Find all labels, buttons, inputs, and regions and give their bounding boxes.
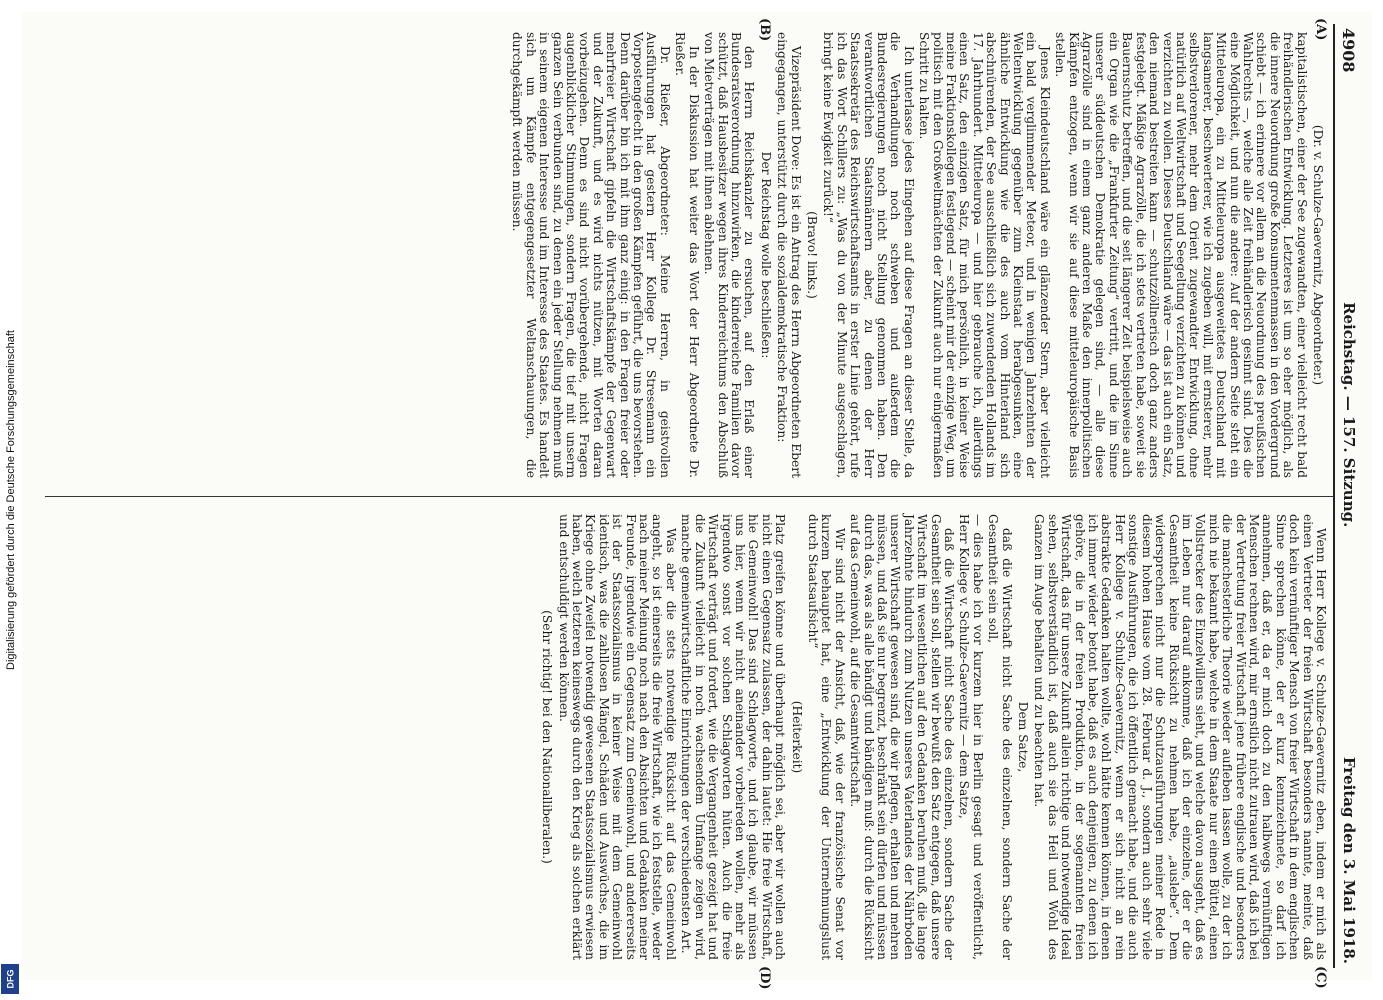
session-date: Freitag den 3. Mai 1918. — [1339, 756, 1358, 964]
paragraph: Wenn Herr Kollege v. Schulze-Gaevernitz eben, indem er mich als einen Vertreter der freien Wirtschaft besonders nannte, meinte, daß doch kein vernünftiger Mensch von freier Wirtschaft in dem englischen Sinne sprechen könne, der er kurz kennzeichnete, so darf ich annehmen, daß er, da er mich doch zu den halbwegs vernünftigen Menschen rechnen wird, mir ernstlich nicht zutrauen wird, daß ich bei der Vertretung freier Wirtschaft jene frühere englische und besonders die manchesterliche Theorie wieder aufleben lassen wolle, zu der ich mich nie bekannt habe, welche in dem Staate nur einen Büttel, einen Vollstrecker des Einzelwillens sieht, und welche davon ausgeht, daß es im Leben nur darauf ankomme, daß ich der einzelne, der er die Gesamtheit keine Rücksicht zu nehmen habe, „auslebe“. Dem widersprechen nicht nur die Schutzausführungen meiner Rede in diesem hohen Hause vom 28. Februar d. J., sondern auch sehr viele sonstige Ausführungen, die ich öffentlich gemacht habe, und die auch Herr Kollege v. Schulze-Gaevernitz, wenn er sich nicht an rein abstrakte Gedanken halten wollte, wohl hätte kennen können, in denen ich immer wieder betont habe, daß es auch denjenigen, zu denen ich gehöre, die in der freien Produktion, in der sogenannten freien Wirtschaft, das für unsere Zukunft allein richtige und notwendige Ideal sehen, selbstverständlich ist, daß auch sie das Heil und Wohl des Ganzen im Auge behalten und zu beachten hat. — [1032, 514, 1328, 960]
paragraph: Jenes Kleindeutschland wäre ein glänzender Stern, aber vielleicht ein bald verglimmender Meteor, und in wenigen Jahrzehnten der Weltentwicklung gegenüber zum Kleinstaat herabgesunken, eine ähnliche Entwicklung wie die des auch vom Hinterland sich abschnürenden, der See ausschließlich sich zuwendenden Hollands im 17. Jahrhundert. Mitteleuropa — und hier gebrauche ich, allerdings einen Satz, den einzigen Satz, für mich persönlich, in keiner Weise meine Fraktionskollegen festlegend — scheint mir der einzige Weg, um politisch mit den Großweltmächten der Zukunft auch nur einigermaßen Schritt zu halten. — [917, 32, 1052, 478]
speaker-line: (Dr. v. Schulze-Gaevernitz, Abgeordneter.) — [1311, 124, 1325, 386]
paragraph: daß die Wirtschaft nicht Sache des einzelnen, sondern Sache der Gesamtheit sein soll, stellen wir bewußt den Satz entgegen, daß unsere Wirtschaft im wesentlichen auf den Gedanken beruhen muß, die lange Jahrzehnte hindurch zum Nutzen unseres Vaterlandes der Nährboden unserer Wirtschaft gewesen sind, die wir pflegen, erhalten und mehren müssen, und daß sie nur begrenzt, beschränkt sein dürfen und müssen durch das, was als alle bändigt und bändigen muß: durch die Rücksicht auf das Gemeinwohl, auf die Gesamtwirtschaft. — [848, 514, 957, 960]
right-column — [41, 514, 1328, 990]
margin-letter-a: (A) — [1313, 18, 1328, 41]
page-number: 4908 — [1338, 28, 1358, 73]
dfg-logo-icon — [1, 964, 19, 994]
paragraph: Dem Satze, — [1016, 701, 1031, 773]
paragraph: In der Diskussion hat weiter das Wort der Herr Abgeordnete Dr. Rießer. — [673, 32, 701, 478]
margin-letter-b: (B) — [757, 18, 772, 42]
applause-note: (Heiterkeit) — [789, 700, 804, 774]
left-column — [41, 18, 1328, 478]
column-divider — [45, 496, 1333, 497]
paragraph: Vizepräsident Dove: Es ist ein Antrag des Herrn Abgeordneten Ebert eingegangen, unterstützt durch die sozialdemokratische Fraktion: — [775, 32, 803, 478]
paragraph: — dies habe ich vor kurzem hier in Berlin gesagt und veröffentlicht, Herr Kollege v. Schulze-Gaevernitz — dem Satze, — [957, 514, 985, 960]
motion-heading: Der Reichstag wolle beschließen: — [758, 151, 773, 359]
header-rule — [1333, 24, 1335, 968]
paragraph: Wir sind nicht der Ansicht, daß, wie der französische Senat vor kurzem behauptet hat, eine „Entwicklung der Unternehmungslust durch Staatsaufsicht“ — [805, 514, 847, 960]
credit-text: Digitalisierung gefördert durch die Deutsche Forschungsgemeinschaft — [5, 330, 17, 670]
margin-letter-d: (D) — [757, 966, 772, 990]
applause-note: (Sehr richtig! bei den Nationalliberalen.) — [540, 610, 555, 864]
scanned-page — [22, 12, 1372, 990]
page-content — [27, 16, 1367, 990]
paragraph: Ich unterlasse jedes Eingehen auf diese Fragen an dieser Stelle, da die Verhandlungen noch schweben und außerdem die Bundesregierungen noch nicht Stellung genommen haben. Den verantwortlichen Staatsmännern aber, zu denen der Herr Staatssekretär des Reichswirtschaftsamts in erster Linie gehört, rufe ich das Wort Schillers zu: „Was du von der Minute ausgeschlagen, bringt keine Ewigkeit zurück!“ — [821, 32, 916, 478]
paragraph: Platz greifen könne und überhaupt möglich sei, aber wir wollen auch nicht einen Gegensatz zulassen, der dahin lautet: Hie freie Wirtschaft, hie Gemeinwohl! Das sind Schlagworte, und ich glaube, wir müssen uns hier, wenn wir nicht aneinander vorbeireden wollen, mehr als irgendwo sonst vor solchen Schlagworten hüten. Auch die freie Wirtschaft verträgt und fordert, wie die Vergangenheit gezeigt hat und die Zukunft vielleicht in noch wachsendem Umfange zeigen wird, manche gemeinwirtschaftliche Einrichtungen der verschiedensten Art. — [679, 514, 788, 960]
quote: daß die Wirtschaft nicht Sache des einzelnen, sondern Sache der Gesamtheit sein soll, — [986, 514, 1014, 960]
digitization-credit — [2, 0, 20, 1000]
dfg-logo-text: DFG — [5, 969, 15, 989]
paragraph: Was aber die stets notwendige Rücksicht auf das Gemeinwohl angeht, so ist einerseits die freie Wirtschaft, wie ich feststelle, weder nach meiner Meinung noch nach den Absichten und Gedanken meiner Freunde, irgendwie ein Gegensatz zum Gemeinwohl, und andererseits ist der Staatssozialismus in keiner Weise mit dem Gemeinwohl identisch, was die zahllosen Mängel, Schäden und Auswüchse, die im Kriege ohne Zweifel notwendig gewesenen Staatssozialismus erwiesen haben, welch letzteren keineswegs durch den Krieg als solchen erklärt und entschuldigt werden können. — [556, 514, 678, 960]
applause-note: (Bravo! links.) — [804, 211, 819, 299]
paragraph: Dr. Rießer, Abgeordneter: Meine Herren, in geistvollen Ausführungen hat gestern Herr Kollege Dr. Stresemann ein Vorpostengefecht in den großen Kämpfen geführt, die uns bevorstehen. Denn darüber bin ich mit ihm ganz einig: in den Fragen freier oder mehrfreier Wirtschaft gipfeln die Wirtschaftskämpfe der Gegenwart und der Zukunft, und es wird nichts nützen, mit Worten daran vorbeizugehen. Denn es sind nicht vorübergehende, nicht Fragen augenblicklicher Stimmungen, sondern Fragen, die tief mit unserm ganzen Sein verbunden sind, zu denen ein jeder Stellung nehmen muß in seinem eigenen Interesse und im Interesse des Staates. Es handelt sich um Kämpfe entgegengesetzter Weltanschauungen, die durchgekämpft werden müssen. — [510, 32, 672, 478]
margin-letter-c: (C) — [1313, 966, 1328, 989]
paragraph: kapitalistischen, einer der See zugewandten, einer vielleicht recht bald freihändlerischen Entwicklung. Letzteres ist um so eher möglich, als die innere Neuordnung große Konsumentenmassen in den Vordergrund schiebt — ich erinnere vor allem an die Neuordnung des preußischen Wahlrechts —, welche alle Zeit freihändlerisch gesinnt sind. Dies die eine Möglichkeit, und nun die andere: Auf der andern Seite steht ein Mitteleuropa, ein zu Mitteleuropa ausgeweitetes Deutschland mit langsamerer, beschwerterer, wie ich zugeben will, mit ernsterer, mehr selbstverlorener, mehr dem Orient zugewandter Entwicklung, ohne natürlich auf Weltwirtschaft und Seegeltung verzichten zu können und verzichten zu wollen. Dieses Deutschland wäre — das ist auch ein Satz, den niemand bestreiten kann — schutzzöllnerisch doch ganz anders festgelegt. Mäßige Agrarzölle, die ich stets vertreten habe, soweit sie Bauernschutz betreffen, und die seit längerer Zeit beispielsweise auch ein Organ wie die „Frankfurter Zeitung“ vertritt, und die im Sinne unserer süddeutschen Demokratie gelegen sind, — alle diese Agrarzölle sind in einem ganz anderen Maße den innerpolitischen Kämpfen entzogen, wenn wir sie auf diese mitteleuropäische Basis stellen. — [1053, 32, 1309, 478]
motion-text: den Herrn Reichskanzler zu ersuchen, auf den Erlaß einer Bundesratsverordnung hinzuwirken, die kinderreiche Familien davor schützt, daß Hausbesitzer wegen ihres Kinderreichtums den Abschluß von Mietverträgen mit ihnen ablehnen. — [702, 32, 757, 478]
running-head — [1337, 28, 1359, 964]
session-title: Reichstag. — 157. Sitzung. — [1339, 302, 1358, 528]
